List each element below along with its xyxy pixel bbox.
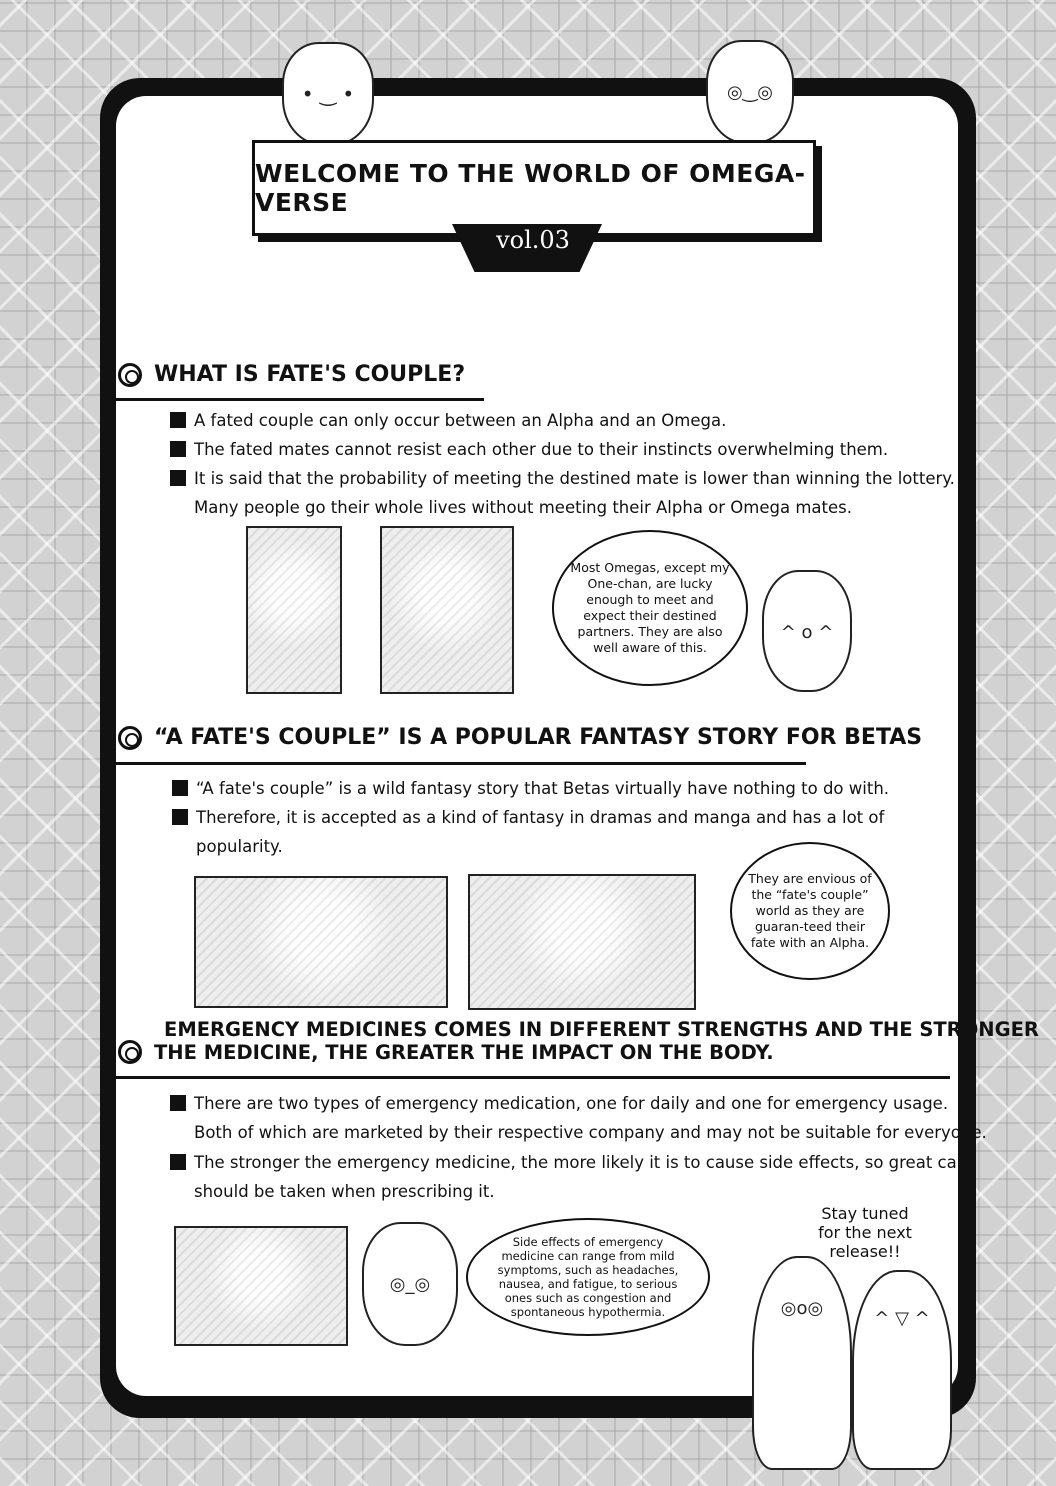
list-item-continuation: Many people go their whole lives without meeting their Alpha or Omega mates. bbox=[194, 498, 852, 517]
speech-bubble-1: Most Omegas, except my One-chan, are lucky enough to meet and expect their destined partners. They are also well aware of this. bbox=[552, 530, 748, 686]
section-3-rule bbox=[116, 1076, 950, 1079]
closing-line-3: release!! bbox=[829, 1242, 901, 1261]
list-item: Therefore, it is accepted as a kind of fantasy in dramas and manga and has a lot of bbox=[172, 803, 884, 832]
manga-panel-doctor-scene bbox=[174, 1226, 348, 1346]
manga-panel-billboard bbox=[194, 876, 448, 1008]
list-item: It is said that the probability of meeting the destined mate is lower than winning the lottery. bbox=[170, 464, 955, 493]
page-title: WELCOME TO THE WORLD OF OMEGA-VERSE bbox=[255, 159, 806, 217]
chibi-girl-waving-illustration: ^ ▽ ^ bbox=[852, 1270, 952, 1470]
speech-bubble-3: Side effects of emergency medicine can range from mild symptoms, such as headaches, nausea, and fatigue, to serious ones such as congestion and spontaneous hypothermia. bbox=[466, 1218, 710, 1336]
section-3-heading bbox=[118, 1040, 774, 1064]
chibi-doctor-illustration: ◎‿◎ bbox=[706, 40, 794, 144]
bullseye-icon bbox=[118, 363, 142, 387]
closing-line-2: for the next bbox=[818, 1223, 912, 1242]
bullseye-icon bbox=[118, 726, 142, 750]
chibi-doctor-tablet-illustration: ◎_◎ bbox=[362, 1222, 458, 1346]
square-bullet-icon bbox=[170, 412, 186, 428]
section-3-title-line2: THE MEDICINE, THE GREATER THE IMPACT ON THE BODY. bbox=[154, 1040, 774, 1064]
chibi-girl-illustration: • ‿ • bbox=[282, 42, 374, 146]
bullseye-icon bbox=[118, 1040, 142, 1064]
closing-line-1: Stay tuned bbox=[821, 1204, 909, 1223]
square-bullet-icon bbox=[170, 1154, 186, 1170]
title-box bbox=[252, 140, 816, 236]
section-1-rule bbox=[116, 398, 484, 401]
section-2-heading bbox=[118, 725, 922, 750]
manga-panel-phone bbox=[246, 526, 342, 694]
closing-message bbox=[800, 1204, 930, 1261]
list-item-continuation: should be taken when prescribing it. bbox=[194, 1182, 495, 1201]
section-1-title: WHAT IS FATE'S COUPLE? bbox=[154, 362, 466, 387]
speech-bubble-2: They are envious of the “fate's couple” world as they are guaran-teed their fate with an Alpha. bbox=[730, 842, 890, 980]
manga-panel-woman bbox=[380, 526, 514, 694]
list-item-continuation: popularity. bbox=[196, 837, 283, 856]
manga-panel-crowd bbox=[468, 874, 696, 1010]
square-bullet-icon bbox=[172, 780, 188, 796]
list-item: There are two types of emergency medication, one for daily and one for emergency usage. bbox=[170, 1089, 948, 1118]
chibi-sister-illustration: ^ o ^ bbox=[762, 570, 852, 692]
list-item-continuation: Both of which are marketed by their respective company and may not be suitable for everyone. bbox=[194, 1123, 987, 1142]
section-2-title: “A FATE'S COUPLE” IS A POPULAR FANTASY STORY FOR BETAS bbox=[154, 725, 923, 750]
square-bullet-icon bbox=[170, 441, 186, 457]
list-item: “A fate's couple” is a wild fantasy story that Betas virtually have nothing to do with. bbox=[172, 774, 889, 803]
section-3-title-line1: EMERGENCY MEDICINES COMES IN DIFFERENT STRENGTHS AND THE STRONGER bbox=[164, 1018, 1039, 1041]
square-bullet-icon bbox=[172, 809, 188, 825]
list-item: The stronger the emergency medicine, the more likely it is to cause side effects, so great care bbox=[170, 1148, 973, 1177]
section-2-rule bbox=[116, 762, 806, 765]
section-1-heading bbox=[118, 362, 465, 387]
volume-label: vol.03 bbox=[496, 226, 570, 254]
square-bullet-icon bbox=[170, 470, 186, 486]
list-item: The fated mates cannot resist each other due to their instincts overwhelming them. bbox=[170, 435, 888, 464]
square-bullet-icon bbox=[170, 1095, 186, 1111]
chibi-doctor-waving-illustration: ◎o◎ bbox=[752, 1256, 852, 1470]
list-item: A fated couple can only occur between an Alpha and an Omega. bbox=[170, 406, 726, 435]
